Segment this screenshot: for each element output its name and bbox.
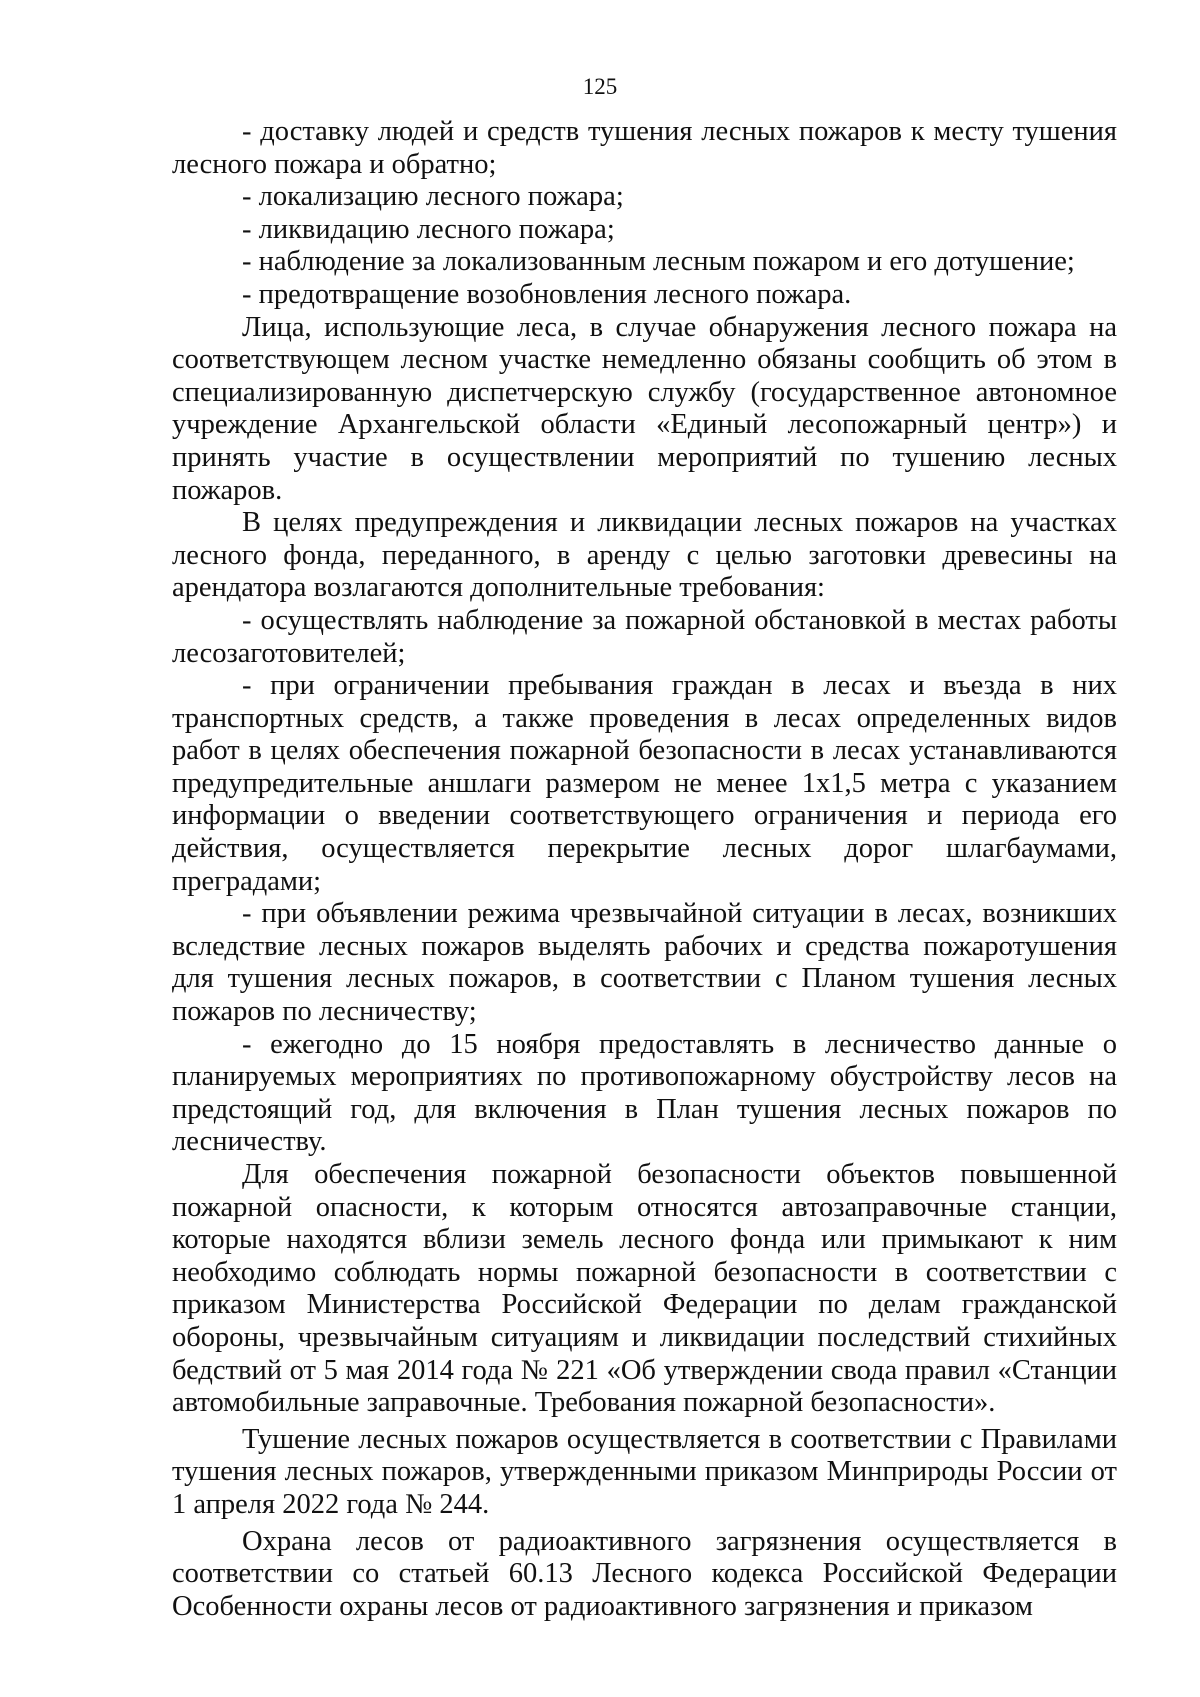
list-item-observation: - наблюдение за локализованным лесным пожаром и его дотушение; [242, 246, 1075, 278]
list-item-prevention: - предотвращение возобновления лесного пожара. [242, 278, 852, 310]
paragraph-firefighting-rules: Тушение лесных пожаров осуществляется в соответствии с Правилами тушения лесных пожаров, утвержденными приказом Минприроды России от 1 апреля 2022 года № 244. [172, 1423, 1117, 1520]
list-item-monitoring: - осуществлять наблюдение за пожарной обстановкой в местах работы лесозаготовителей; [172, 604, 1117, 669]
paragraph-radioactive-protection: Охрана лесов от радиоактивного загрязнения осуществляется в соответствии со статьей 60.13 Лесного кодекса Российской Федерации Особенности охраны лесов от радиоактивного загрязнения и приказом [172, 1525, 1117, 1622]
paragraph-tenant-requirements: В целях предупреждения и ликвидации лесных пожаров на участках лесного фонда, переданного, в аренду с целью заготовки древесины на арендатора возлагаются дополнительные требования: [172, 507, 1117, 604]
paragraph-fuel-stations: Для обеспечения пожарной безопасности объектов повышенной пожарной опасности, к которым относятся автозаправочные станции, которые находятся вблизи земель лесного фонда или примыкают к ним необходимо соблюдать нормы пожарной безопасности в соответствии с приказом Министерства Российской Федерации по делам гражданской обороны, чрезвычайным ситуациям и ликвидации последствий стихийных бедствий от 5 мая 2014 года № 221 «Об утверждении свода правил «Станции автомобильные заправочные. Требования пожарной безопасности». [172, 1159, 1117, 1419]
page-number: 125 [582, 74, 618, 99]
list-item-restrictions: - при ограничении пребывания граждан в лесах и въезда в них транспортных средств, а также проведения в лесах определенных видов работ в целях обеспечения пожарной безопасности в лесах устанавливаются предупредительные аншлаги размером не менее 1х1,5 метра с указанием информации о введении соответствующего ограничения и периода его действия, осуществляется перекрытие лесных дорог шлагбаумами, преградами; [172, 670, 1117, 897]
list-item-localization: - локализацию лесного пожара; [242, 181, 624, 213]
document-body [172, 116, 1117, 1623]
paragraph-forest-users: Лица, использующие леса, в случае обнаружения лесного пожара на соответствующем лесном участке немедленно обязаны сообщить об этом в специализированную диспетчерскую службу (государственное автономное учреждение Архангельской области «Единый лесопожарный центр») и принять участие в осуществлении мероприятий по тушению лесных пожаров. [172, 311, 1117, 506]
list-item-delivery: - доставку людей и средств тушения лесных пожаров к месту тушения лесного пожара и обратно; [172, 116, 1117, 180]
list-item-annual-report: - ежегодно до 15 ноября предоставлять в лесничество данные о планируемых мероприятиях по противопожарному обустройству лесов на предстоящий год, для включения в План тушения лесных пожаров по лесничеству. [172, 1028, 1117, 1158]
list-item-liquidation: - ликвидацию лесного пожара; [242, 213, 615, 245]
list-item-emergency: - при объявлении режима чрезвычайной ситуации в лесах, возникших вследствие лесных пожаров выделять рабочих и средства пожаротушения для тушения лесных пожаров, в соответствии с Планом тушения лесных пожаров по лесничеству; [172, 898, 1117, 1028]
